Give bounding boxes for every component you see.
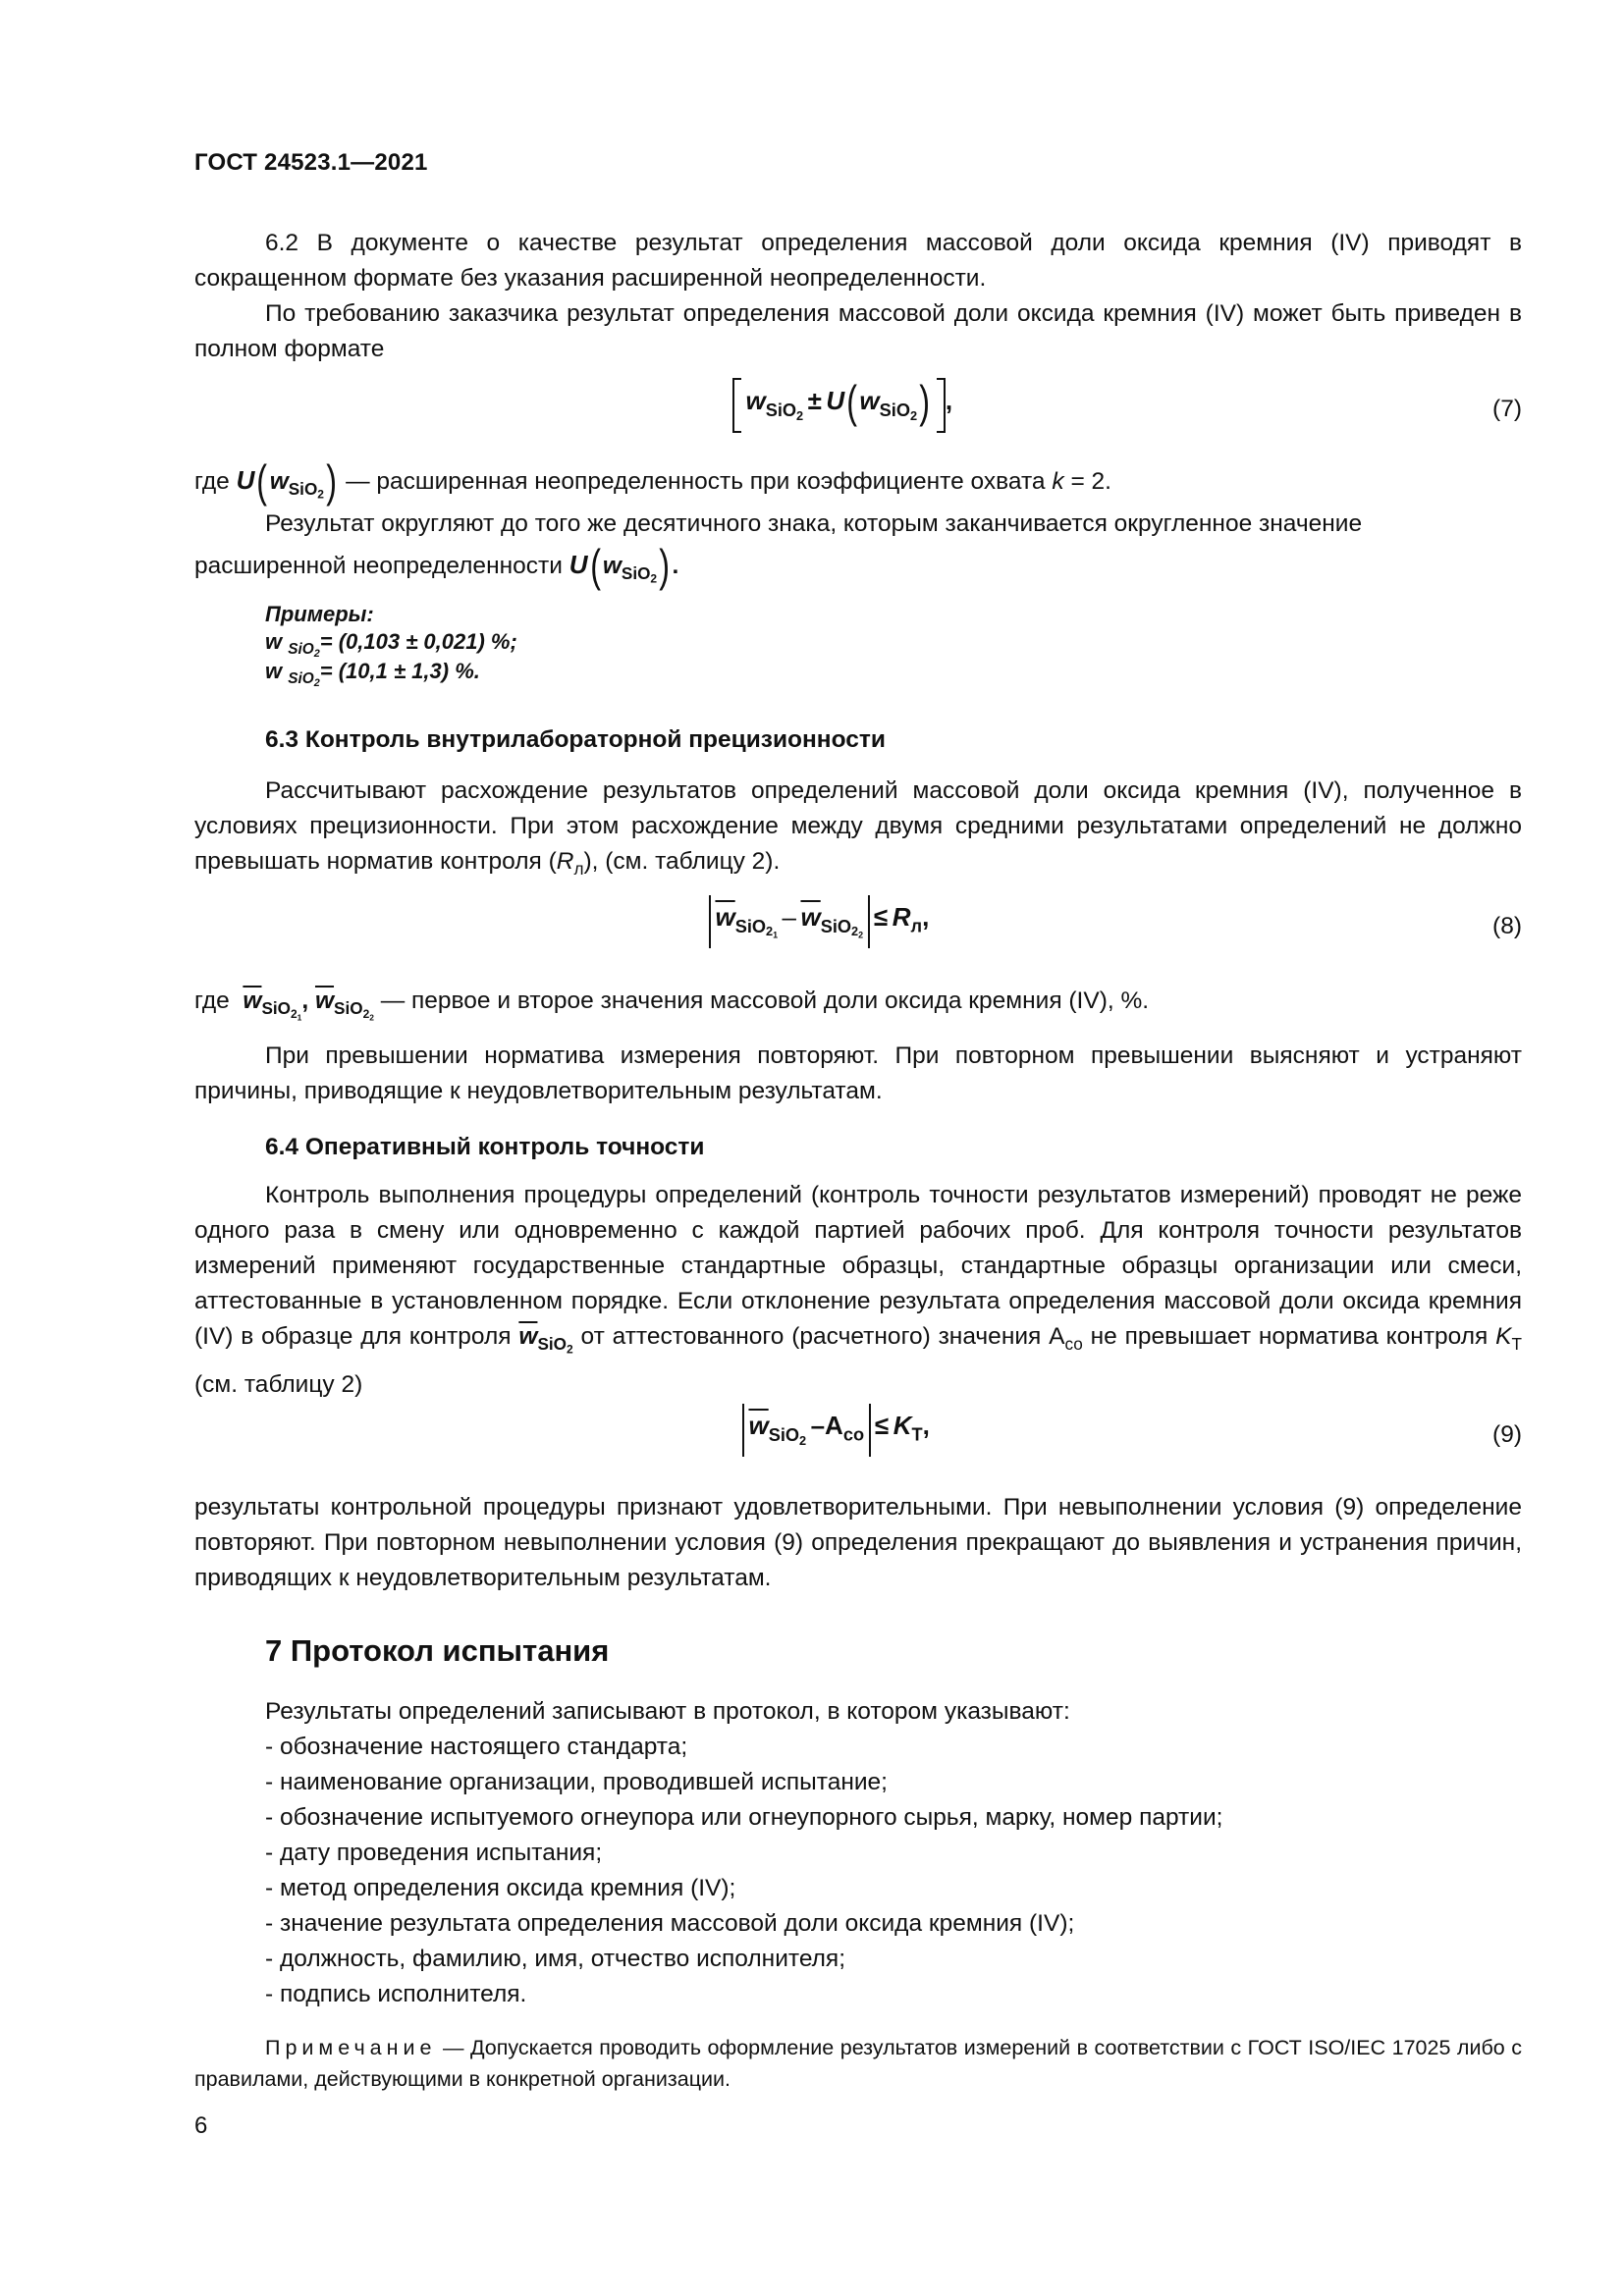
paragraph-6-2: 6.2 В документе о качестве результат определения массовой доли оксида кремния (IV) приводят в сокращенном формате без указания расширенной неопределенности. xyxy=(194,230,1522,292)
example-item: w $_{SiO_2}$= (10,1 ± 1,3) %. xyxy=(265,659,480,690)
paragraph-full-format: По требованию заказчика результат определения массовой доли оксида кремния (IV) может быть приведен в полном формате xyxy=(194,300,1522,362)
formula-8-number: (8) xyxy=(1492,913,1522,939)
formula-9-number: (9) xyxy=(1492,1421,1522,1448)
list-item: - метод определения оксида кремния (IV); xyxy=(265,1875,736,1901)
formula-7-number: (7) xyxy=(1492,396,1522,422)
document-header: ГОСТ 24523.1—2021 xyxy=(194,149,428,176)
bracket-left xyxy=(732,378,741,433)
list-item: - должность, фамилию, имя, отчество исполнителя; xyxy=(265,1946,846,1972)
paragraph-6-3: Рассчитывают расхождение результатов определений массовой доли оксида кремния (IV), полученное в условиях прецизионности. При этом расхождение между двумя средними результатами определений не должно превышать норматив контроля $(R_л)$, (см. таблицу 2). xyxy=(194,777,1522,879)
paragraph-results: результаты контрольной процедуры признают удовлетворительными. При невыполнении условия (9) определение повторяют. При повторном невыполнении условия (9) определения прекращают до выявления и устранения причин, приводящих к неудовлетворительным результатам. xyxy=(194,1494,1522,1591)
section-6-4-title: 6.4 Оперативный контроль точности xyxy=(265,1134,705,1160)
list-item: - наименование организации, проводившей испытание; xyxy=(265,1769,888,1795)
formula-8 xyxy=(194,895,1522,964)
list-item: - подпись исполнителя. xyxy=(265,1981,527,2007)
formula-9-body: $\overline{w}_{SiO_2}$ $-А_{со} \le K_Т$, xyxy=(742,1404,930,1472)
note: Примечание — Допускается проводить оформление результатов измерений в соответствии с ГОСТ ISO/IEC 17025 либо с правилами, действующими в конкретной организации. xyxy=(194,2036,1522,2091)
rounding-paragraph-end: расширенной неопределенности $U(w_{SiO_2})$. xyxy=(194,540,679,591)
abs-bar-right xyxy=(868,895,870,948)
document-page xyxy=(194,0,1522,2296)
section-7-title: 7 Протокол испытания xyxy=(265,1633,610,1668)
rounding-paragraph: Результат округляют до того же десятичного знака, которым заканчивается округленное значение xyxy=(265,510,1363,537)
examples-title: Примеры: xyxy=(265,602,374,626)
bracket-right xyxy=(937,378,946,433)
section-6-3-title: 6.3 Контроль внутрилабораторной прецизионности xyxy=(265,726,886,753)
example-item: w $_{SiO_2}$= (0,103 ± 0,021) %; xyxy=(265,629,517,661)
where-first-second: где $\overline{w}_{SiO_{2_1}}$, $\overline{w}_{SiO_{2_2}}$ — первое и второе значения массовой доли оксида кремния (IV), %. xyxy=(194,988,1150,1023)
protocol-list xyxy=(265,1730,1222,2012)
list-item: - дату проведения испытания; xyxy=(265,1840,603,1866)
where-uncertainty: где $U(w_{SiO_2})$ — расширенная неопределенность при коэффициенте охвата k = 2. xyxy=(194,455,1111,507)
formula-7-body: $w_{SiO_2} \pm U(w_{SiO_2})$ , xyxy=(732,378,952,447)
abs-bar-left xyxy=(709,895,711,948)
note-label: Примечание xyxy=(265,2036,437,2059)
protocol-intro: Результаты определений записывают в протокол, в котором указывают: xyxy=(265,1698,1070,1725)
paragraph-6-4: Контроль выполнения процедуры определений (контроль точности результатов измерений) проводят не реже одного раза в смену или одновременно с каждой партией рабочих проб. Для контроля точности результатов измерений применяют государственные стандартные образцы, стандартные образцы организации или смеси, аттестованные в установленном порядке. Если отклонение результата определения массовой доли оксида кремния (IV) в образце для контроля $\overline{w}_{SiO_2}$ от аттестованного (расчетного) значения $А_{со}$ не превышает норматива контроля $K_Т$ (см. таблицу 2) xyxy=(194,1182,1522,1398)
list-item: - значение результата определения массовой доли оксида кремния (IV); xyxy=(265,1910,1075,1937)
list-item: - обозначение настоящего стандарта; xyxy=(265,1734,688,1760)
paragraph-exceed: При превышении норматива измерения повторяют. При повторном превышении выясняют и устраняют причины, приводящие к неудовлетворительным результатам. xyxy=(194,1042,1522,1104)
formula-7 xyxy=(194,378,1522,447)
formula-9 xyxy=(194,1404,1522,1472)
formula-8-body: $\overline{w}_{SiO_{2_1}} - \overline{w}_{SiO_{2_2}} \le R_л$, xyxy=(709,895,929,964)
page-number: 6 xyxy=(194,2112,208,2139)
abs-bar-right xyxy=(869,1404,871,1457)
abs-bar-left xyxy=(742,1404,744,1457)
list-item: - обозначение испытуемого огнеупора или огнеупорного сырья, марку, номер партии; xyxy=(265,1804,1223,1831)
